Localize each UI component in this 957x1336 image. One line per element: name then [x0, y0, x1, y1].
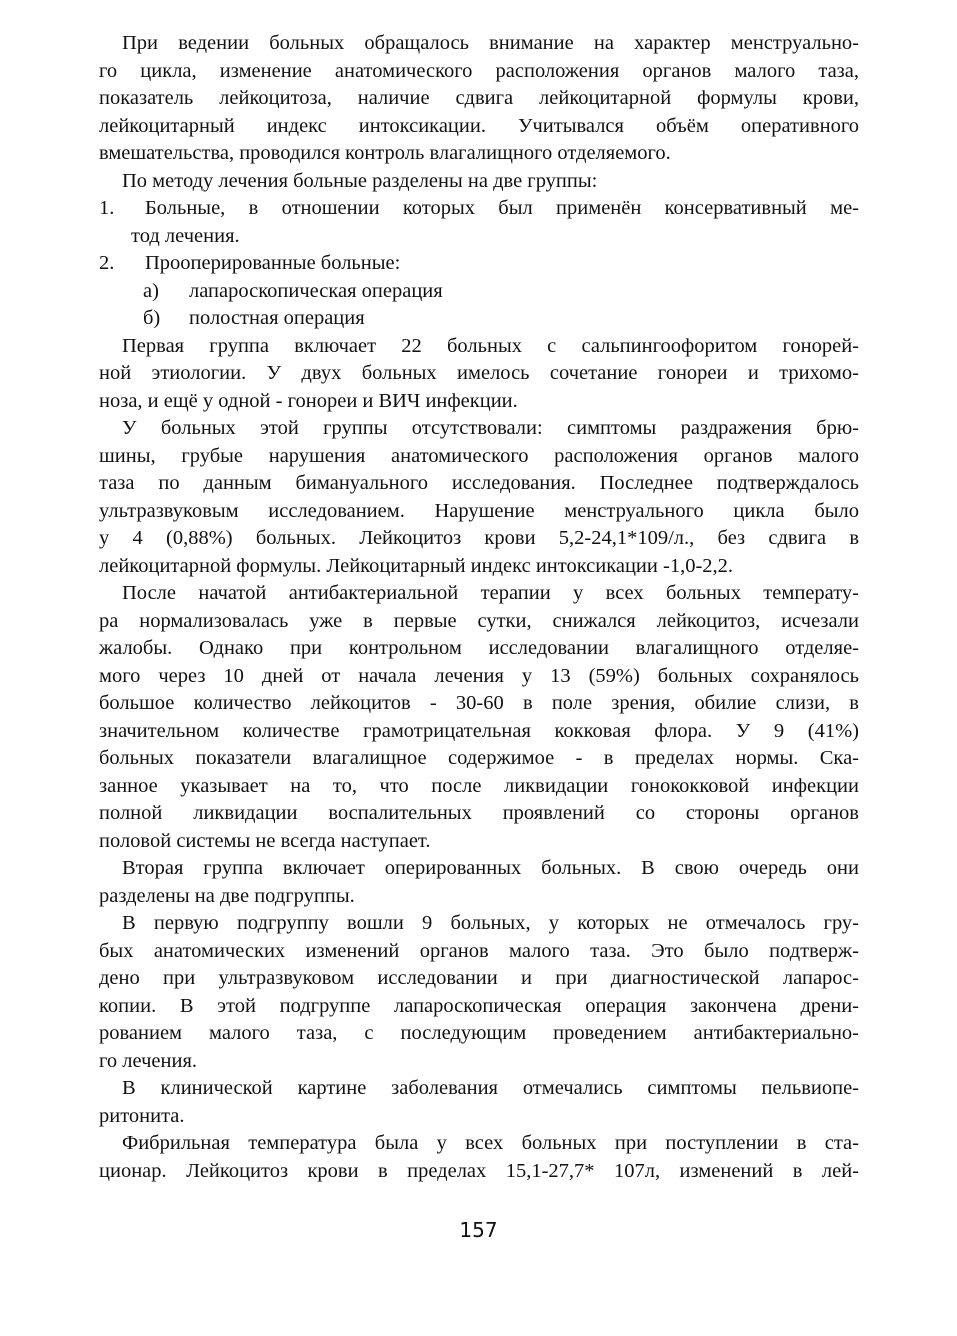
- text-line: лейкоцитарной формулы. Лейкоцитарный индекс интоксикации -1,0-2,2.: [99, 554, 734, 577]
- page-number: 157: [459, 1218, 498, 1242]
- text-line: Вторая группа включает оперированных больных. В свою очередь они: [122, 857, 859, 879]
- paragraph-fever: [99, 1130, 859, 1185]
- text-line: половой системы не всегда наступает.: [99, 829, 431, 852]
- text-line: ционар. Лейкоцитоз крови в пределах 15,1-27,7* 107л, изменений в лей-: [99, 1159, 859, 1182]
- text-line: ра нормализовалась уже в первые сутки, снижался лейкоцитоз, исчезали: [99, 609, 859, 632]
- text-line: По методу лечения больные разделены на две группы:: [122, 169, 598, 192]
- list-number: а): [143, 279, 159, 302]
- text-line: больных показатели влагалищное содержимое - в пределах нормы. Ска-: [99, 747, 859, 769]
- text-line: бых анатомических изменений органов малого таза. Это было подтверж-: [99, 939, 859, 962]
- text-line: рованием малого таза, с последующим проведением антибактериально-: [99, 1022, 859, 1044]
- text-line: полной ликвидации воспалительных проявлений со стороны органов: [99, 802, 859, 824]
- paragraph-clinical-picture: [99, 1075, 859, 1130]
- list-number: 1.: [99, 197, 115, 219]
- text-line: мого через 10 дней от начала лечения у 13 (59%) больных сохранялось: [99, 664, 859, 687]
- text-line: у 4 (0,88%) больных. Лейкоцитоз крови 5,2-24,1*109/л., без сдвига в: [99, 527, 859, 549]
- list-number: б): [143, 307, 161, 329]
- text-line: ной этиологии. У двух больных имелось сочетание гонореи и трихомо-: [99, 362, 859, 384]
- text-line: лейкоцитарный индекс интоксикации. Учитывался объём оперативного: [99, 114, 859, 137]
- text-line: При ведении больных обращалось внимание на характер менструально-: [122, 32, 859, 54]
- list-subitem-a: [99, 278, 859, 306]
- text-line: Прооперированные больные:: [145, 252, 401, 274]
- text-line: полостная операция: [189, 307, 365, 329]
- list-item-2: [99, 250, 859, 278]
- text-line: В клинической картине заболевания отмечались симптомы пельвиопе-: [122, 1077, 859, 1099]
- text-line: большое количество лейкоцитов - 30-60 в поле зрения, обилие слизи, в: [99, 692, 859, 714]
- paragraph-methods: [99, 30, 859, 168]
- list-number: 2.: [99, 252, 115, 274]
- text-line: Фибрильная температура была у всех больных при поступлении в ста-: [122, 1132, 859, 1154]
- text-line: тод лечения.: [131, 224, 240, 247]
- text-line: ультразвуковым исследованием. Нарушение менструального цикла было: [99, 499, 859, 522]
- text-line: дено при ультразвуковом исследовании и при диагностической лапарос-: [99, 967, 859, 989]
- list-item-1: [99, 195, 859, 250]
- text-line: копии. В этой подгруппе лапароскопическая операция закончена дрени-: [99, 994, 859, 1017]
- paragraph-therapy-results: [99, 580, 859, 855]
- paragraph-first-subgroup: [99, 910, 859, 1075]
- text-line: таза по данным бимануального исследования. Последнее подтверждалось: [99, 472, 859, 494]
- text-line: Первая группа включает 22 больных с сальпингоофоритом гонорей-: [122, 334, 859, 357]
- paragraph-groups-intro: [99, 168, 859, 196]
- page-body: [99, 30, 859, 1185]
- paragraph-first-group-findings: [99, 415, 859, 580]
- text-line: вмешательства, проводился контроль влагалищного отделяемого.: [99, 142, 671, 164]
- text-line: значительном количестве грамотрицательная кокковая флора. У 9 (41%): [99, 719, 859, 742]
- text-line: го лечения.: [99, 1049, 197, 1072]
- text-line: разделены на две подгруппы.: [99, 884, 355, 907]
- text-line: После начатой антибактериальной терапии у всех больных температу-: [122, 582, 859, 604]
- text-line: го цикла, изменение анатомического расположения органов малого таза,: [99, 59, 859, 82]
- text-line: шины, грубые нарушения анатомического расположения органов малого: [99, 444, 859, 467]
- text-line: жалобы. Однако при контрольном исследовании влагалищного отделяе-: [99, 637, 859, 659]
- text-line: ноза, и ещё у одной - гонореи и ВИЧ инфекции.: [99, 389, 518, 412]
- text-line: лапароскопическая операция: [189, 279, 443, 302]
- text-line: У больных этой группы отсутствовали: симптомы раздражения брю-: [122, 417, 859, 439]
- text-line: занное указывает на то, что после ликвидации гонококковой инфекции: [99, 774, 859, 797]
- text-line: В первую подгруппу вошли 9 больных, у которых не отмечалось гру-: [122, 912, 859, 934]
- list-subitem-b: [99, 305, 859, 333]
- paragraph-second-group: [99, 855, 859, 910]
- text-line: ритонита.: [99, 1104, 185, 1127]
- paragraph-first-group: [99, 333, 859, 416]
- text-line: Больные, в отношении которых был применён консервативный ме-: [145, 197, 859, 219]
- text-line: показатель лейкоцитоза, наличие сдвига лейкоцитарной формулы крови,: [99, 87, 859, 109]
